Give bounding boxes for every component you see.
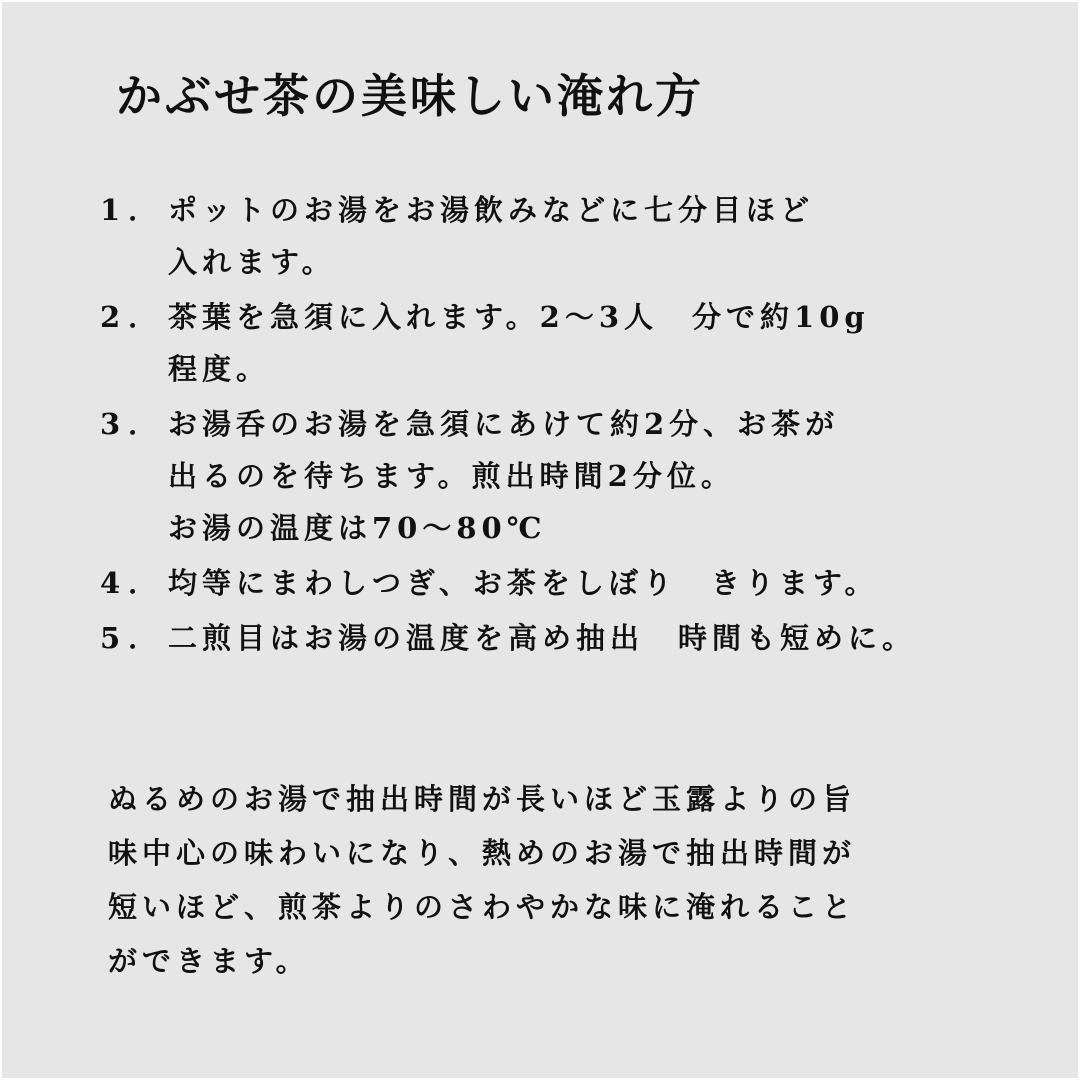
step-number: 2． [100,300,166,334]
note-line: ができます。 [108,944,310,978]
step-line: お湯呑のお湯を急須にあけて約2分、お茶が [168,407,840,441]
step-line: お湯の温度は70〜80℃ [168,511,547,545]
step-line: 程度。 [168,352,271,386]
note-line: ぬるめのお湯で抽出時間が長いほど玉露よりの旨 [108,782,857,816]
step-number: 5． [100,621,166,655]
step-number: 4． [100,566,166,600]
step-text [168,398,1000,554]
note-line: 短いほど、煎茶よりのさわやかな味に淹れること [108,890,857,924]
step-3 [100,398,1000,554]
step-text [168,291,1000,395]
note-line: 味中心の味わいになり、熱めのお湯で抽出時間が [108,836,857,870]
step-line: 茶葉を急須に入れます。2〜3人 分で約10g [168,300,870,334]
step-5 [100,612,1000,664]
step-text [168,557,1000,609]
steps-list [100,184,1000,667]
step-text [168,184,1000,288]
brewing-guide-card [2,2,1078,1078]
step-line: 出るのを待ちます。煎出時間2分位。 [168,459,735,493]
step-number: 3． [100,407,166,441]
step-1 [100,184,1000,288]
step-4 [100,557,1000,609]
step-line: ポットのお湯をお湯飲みなどに七分目ほど [168,193,815,227]
step-2 [100,291,1000,395]
step-text [168,612,1000,664]
page-title: かぶせ茶の美味しい淹れ方 [116,69,704,123]
step-number: 1． [100,193,166,227]
step-line: 均等にまわしつぎ、お茶をしぼり きります。 [168,566,879,600]
step-line: 二煎目はお湯の温度を高め抽出 時間も短めに。 [168,621,917,655]
step-line: 入れます。 [168,245,336,279]
brewing-note [108,772,988,988]
